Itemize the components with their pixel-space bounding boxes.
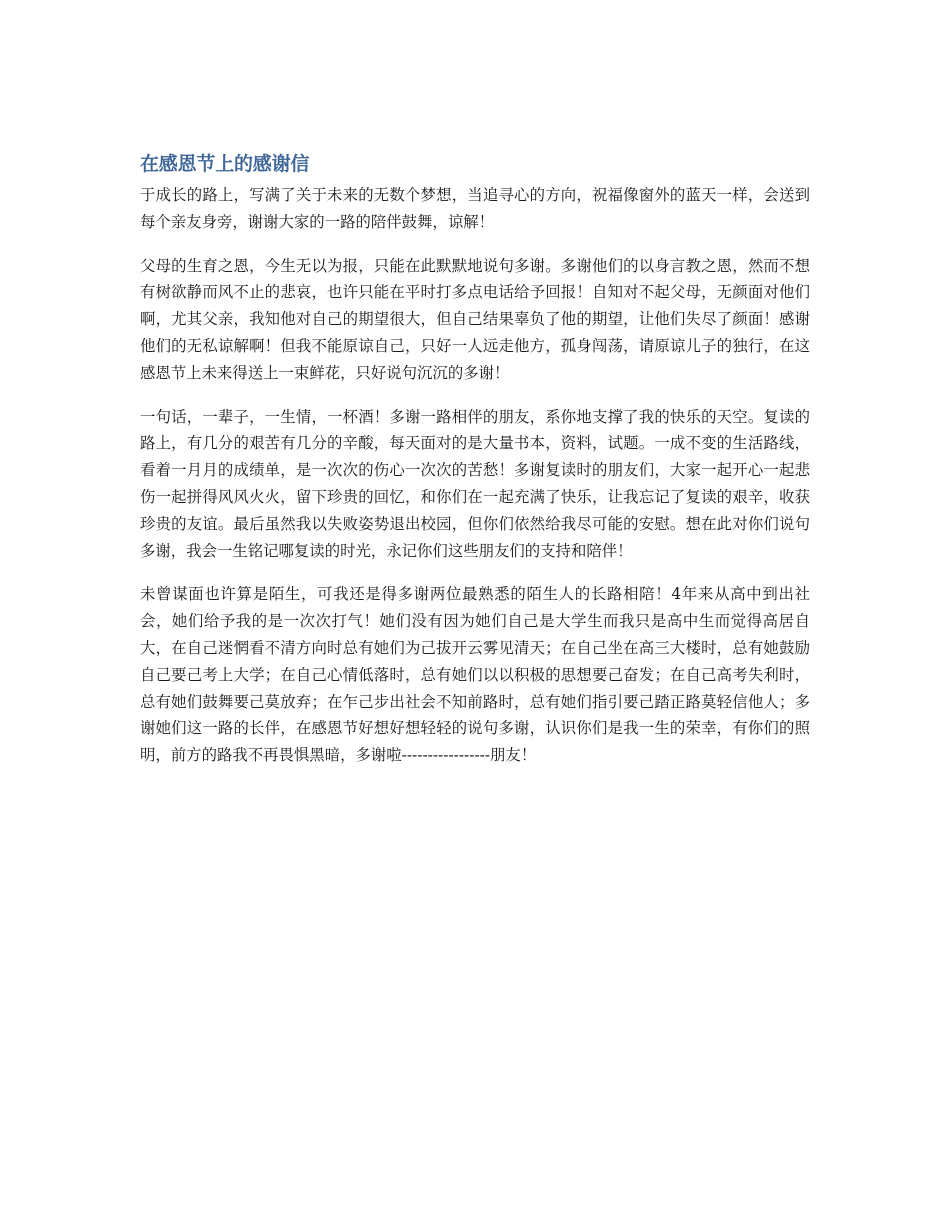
paragraph-3: 一句话，一辈子，一生情，一杯酒！多谢一路相伴的朋友，系你地支撑了我的快乐的天空。复读的路上，有几分的艰苦有几分的辛酸，每天面对的是大量书本，资料，试题。一成不变的生活路线，看着一月月的成绩单，是一次次的伤心一次次的苦愁！多谢复读时的朋友们，大家一起开心一起悲伤一起拼得风风火火，留下珍贵的回忆，和你们在一起充满了快乐，让我忘记了复读的艰辛，收获珍贵的友谊。最后虽然我以失败姿势退出校园，但你们依然给我尽可能的安慰。想在此对你们说句多谢，我会一生铭记哪复读的时光，永记你们这些朋友们的支持和陪伴！: [140, 407, 810, 560]
paragraph-4: 未曾谋面也许算是陌生，可我还是得多谢两位最熟悉的陌生人的长路相陪！4年来从高中到出社会，她们给予我的是一次次打气！她们没有因为她们自己是大学生而我只是高中生而觉得高居自大，在自己迷惘看不清方向时总有她们为己拔开云雾见清天；在自己坐在高三大楼时，总有她鼓励自己要己考上大学；在自己心情低落时，总有她们以以积极的思想要己奋发；在自己高考失利时，总有她们鼓舞要己莫放弃；在乍己步出社会不知前路时，总有她们指引要己踏正路莫轻信他人；多谢她们这一路的长伴，在感恩节好想好想轻轻的说句多谢，认识你们是我一生的荣幸，有你们的照明，前方的路我不再畏惧黑暗，多谢啦-----------------朋友！: [140, 585, 810, 765]
paragraph-1: 于成长的路上，写满了关于未来的无数个梦想，当追寻心的方向，祝福像窗外的蓝天一样，会送到每个亲友身旁，谢谢大家的一路的陪伴鼓舞，谅解！: [140, 186, 810, 231]
document-page: [140, 150, 810, 786]
document-title: 在感恩节上的感谢信: [140, 153, 310, 175]
paragraph-2: 父母的生育之恩，今生无以为报，只能在此默默地说句多谢。多谢他们的以身言教之恩，然而不想有树欲静而风不止的悲哀，也许只能在平时打多点电话给予回报！自知对不起父母，无颜面对他们啊，尤其父亲，我知他对自己的期望很大，但自己结果辜负了他的期望，让他们失尽了颜面！感谢他们的无私谅解啊！但我不能原谅自己，只好一人远走他方，孤身闯荡，请原谅儿子的独行，在这感恩节上未来得送上一束鲜花，只好说句沉沉的多谢！: [140, 256, 810, 382]
